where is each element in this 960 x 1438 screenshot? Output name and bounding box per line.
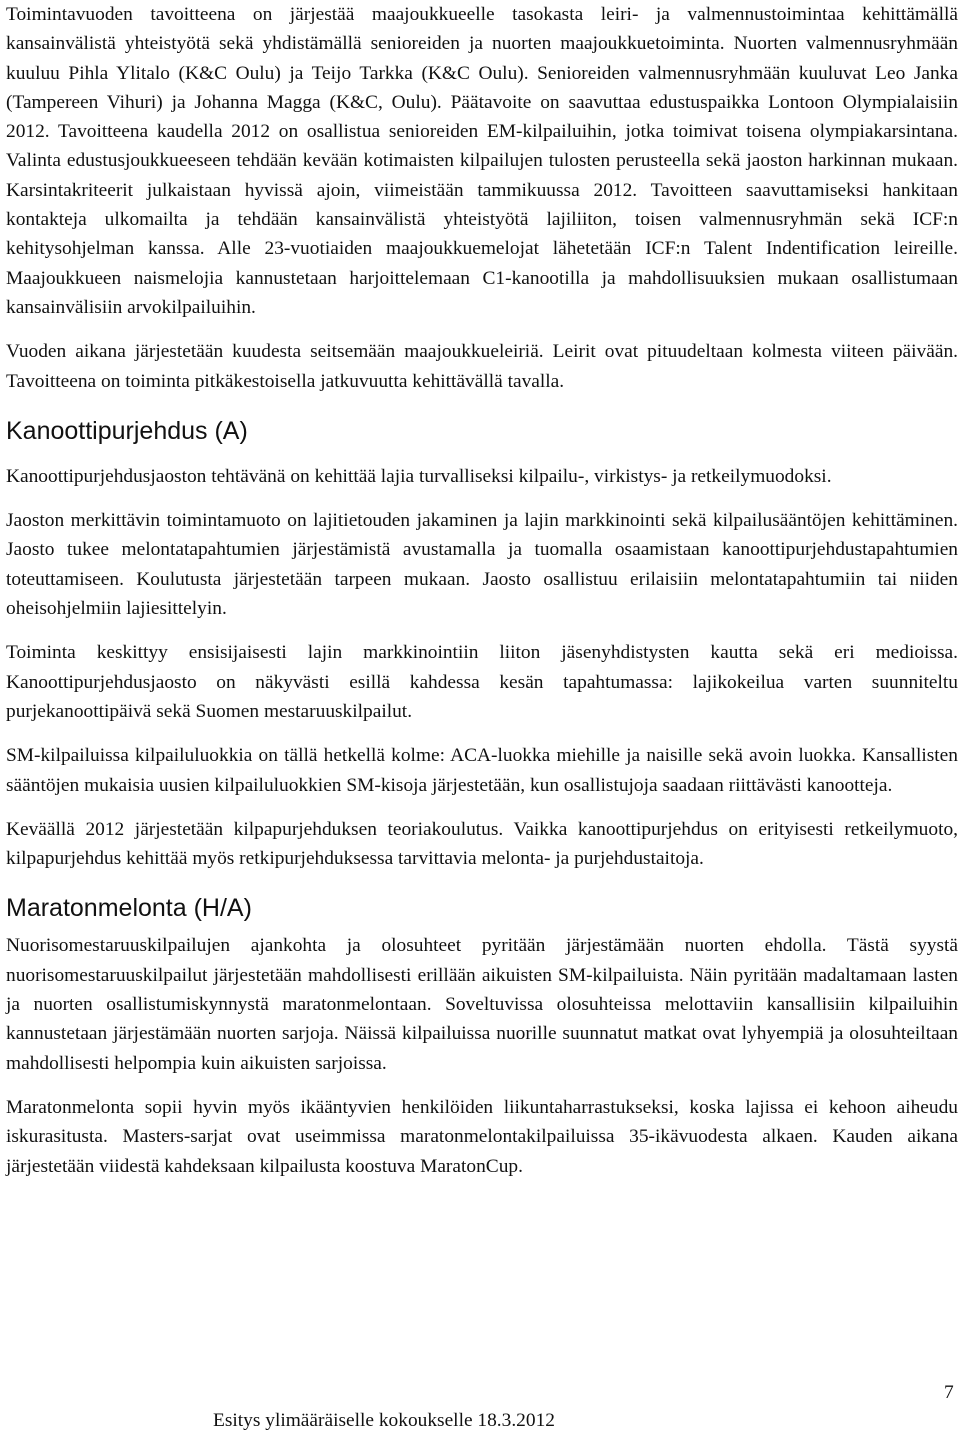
- kanoottipurjehdus-paragraph-3: Toiminta keskittyy ensisijaisesti lajin markkinointiin liiton jäsenyhdistysten kautta sekä eri medioissa. Kanoottipurjehdusjaosto on näkyvästi esillä kahdessa kesän tapahtumassa: lajikokeilua varten suunniteltu purjekanoottipäivä sekä Suomen mestaruuskilpailut.: [6, 642, 958, 722]
- intro-paragraph-1: Toimintavuoden tavoitteena on järjestää maajoukkueelle tasokasta leiri- ja valmennustoimintaa kehittämällä kansainvälistä yhteistyötä sekä yhdistämällä senioreiden ja nuorten maajoukkuetoiminta. Nuorten valmennusryhmään kuuluu Pihla Ylitalo (K&C Oulu) ja Teijo Tarkka (K&C Oulu). Senioreiden valmennusryhmään kuuluvat Leo Janka (Tampereen Vihuri) ja Johanna Magga (K&C, Oulu). Päätavoite on saavuttaa edustuspaikka Lontoon Olympialaisiin 2012. Tavoitteena kaudella 2012 on osallistua senioreiden EM-kilpailuihin, jotka toimivat toisena olympiakarsintana. Valinta edustusjoukkueeseen tehdään kevään kotimaisten kilpailujen tulosten perusteella sekä jaoston harkinnan mukaan. Karsintakriteerit julkaistaan hyvissä ajoin, viimeistään tammikuussa 2012. Tavoitteen saavuttamiseksi hankitaan kontakteja ulkomailta ja tehdään kansainvälistä yhteistyötä lajiliiton, toisen valmennusryhmän sekä ICF:n kehitysohjelman kanssa. Alle 23-vuotiaiden maajoukkuemelojat lähetetään ICF:n Talent Indentification leireille. Maajoukkueen naismelojia kannustetaan harjoittelemaan C1-kanootilla ja mahdollisuuksien mukaan osallistumaan kansainvälisiin arvokilpailuihin.: [6, 4, 958, 318]
- section-heading-kanoottipurjehdus: Kanoottipurjehdus (A): [6, 416, 248, 445]
- maratonmelonta-paragraph-2: Maratonmelonta sopii hyvin myös ikääntyvien henkilöiden liikuntaharrastukseksi, koska lajissa ei kehoon aiheudu iskurasitusta. Masters-sarjat ovat useimmissa maratonmelontakilpailuissa 35-ikävuodesta alkaen. Kauden aikana järjestetään viidestä kahdeksaan kilpailusta koostuva MaratonCup.: [6, 1096, 958, 1177]
- page-footer: Esitys ylimääräiselle kokoukselle 18.3.2012: [213, 1410, 555, 1431]
- kanoottipurjehdus-paragraph-5: Keväällä 2012 järjestetään kilpapurjehduksen teoriakoulutus. Vaikka kanoottipurjehdus on erityisesti retkeilymuoto, kilpapurjehdus kehittää myös retkipurjehduksessa tarvittavia melonta- ja purjehdustaitoja.: [6, 818, 958, 870]
- section-heading-maratonmelonta: Maratonmelonta (H/A): [6, 894, 252, 923]
- kanoottipurjehdus-paragraph-2: Jaoston merkittävin toimintamuoto on lajitietouden jakaminen ja lajin markkinointi sekä kilpailusääntöjen kehittäminen. Jaosto tukee melontatapahtumien järjestämistä avustamalla ja tuomalla osaamistaan kanoottipurjehdustapahtumien toteuttamiseen. Koulutusta järjestetään tarpeen mukaan. Jaosto osallistuu erilaisiin melontatapahtumiin tai niiden oheisohjelmiin lajiesittelyin.: [6, 510, 958, 620]
- document-page: [6, 0, 958, 1181]
- maratonmelonta-paragraph-1: Nuorisomestaruuskilpailujen ajankohta ja olosuhteet pyritään järjestämään nuorten ehdolla. Tästä syystä nuorisomestaruuskilpailut järjestetään mahdollisesti erillään aikuisten SM-kilpailuista. Näin pyritään madaltamaan lasten ja nuorten osallistumiskynnystä maratonmelontaan. Soveltuvissa olosuhteissa melottaviin kansallisiin kilpailuihin kannustetaan järjestämään nuorten sarjoja. Näissä kilpailuissa nuorille suunnatut matkat ovat lyhyempiä ja olosuhteiltaan mahdollisesti helpompia kuin aikuisten sarjoissa.: [6, 935, 958, 1074]
- kanoottipurjehdus-paragraph-1: Kanoottipurjehdusjaoston tehtävänä on kehittää lajia turvalliseksi kilpailu-, virkistys- ja retkeilymuodoksi.: [6, 465, 832, 487]
- intro-paragraph-2: Vuoden aikana järjestetään kuudesta seitsemään maajoukkueleiriä. Leirit ovat pituudeltaan kolmesta viiteen päivään. Tavoitteena on toiminta pitkäkestoisella jatkuvuutta kehittävällä tavalla.: [6, 341, 958, 392]
- kanoottipurjehdus-paragraph-4: SM-kilpailuissa kilpailuluokkia on tällä hetkellä kolme: ACA-luokka miehille ja naisille sekä avoin luokka. Kansallisten sääntöjen mukaisia uusien kilpailuluokkien SM-kisoja järjestetään, kun osallistujoja saadaan riittävästi kanootteja.: [6, 745, 958, 796]
- page-number: 7: [944, 1382, 954, 1403]
